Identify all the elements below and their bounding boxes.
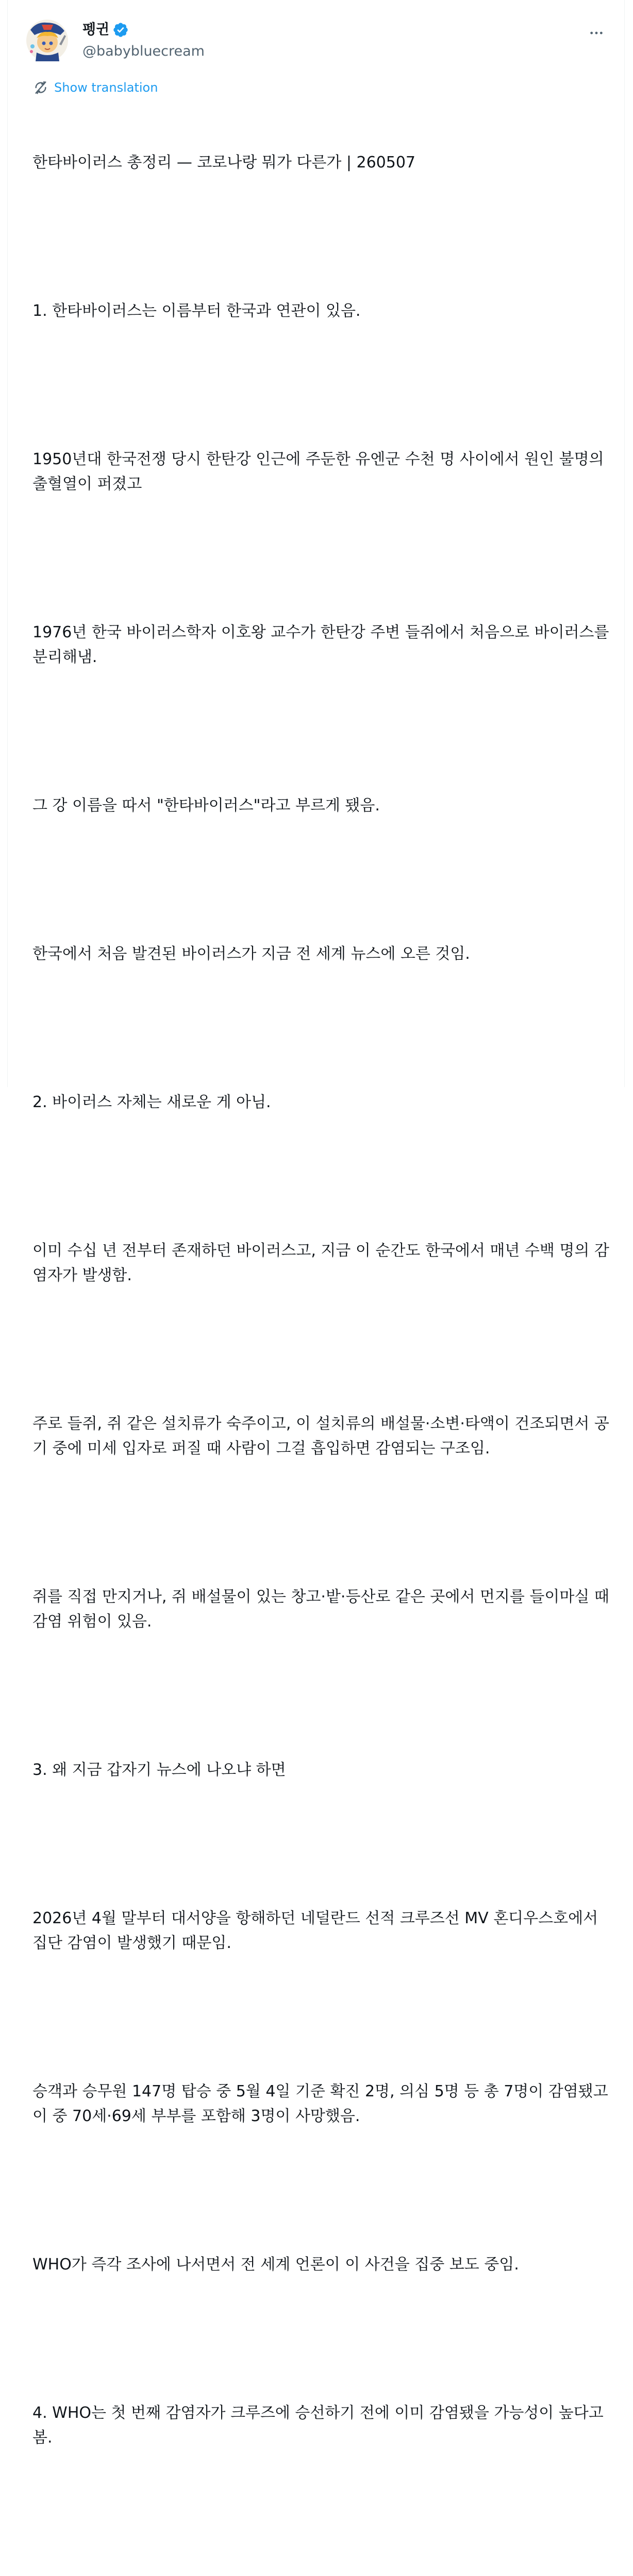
tweet-paragraph: 승객과 승무원 147명 탑승 중 5월 4일 기준 확진 2명, 의심 5명 등 총 7명이 감염됐고 이 중 70세·69세 부부를 포함해 3명이 사망했음. xyxy=(32,2082,608,2125)
avatar[interactable] xyxy=(26,20,68,61)
tweet-paragraph: 3. 왜 지금 갑자기 뉴스에 나오냐 하면 xyxy=(32,1761,286,1779)
show-translation-button[interactable] xyxy=(32,77,158,98)
tweet-paragraph: 주로 들쥐, 쥐 같은 설치류가 숙주이고, 이 설치류의 배설물·소변·타액이 건조되면서 공 기 중에 미세 입자로 퍼질 때 사람이 그걸 흡입하면 감염되는 구조임. xyxy=(32,1415,609,1458)
tweet-paragraph: 한타바이러스 총정리 — 코로나랑 뭐가 다른가 | 260507 xyxy=(32,154,416,172)
author-handle[interactable]: @babybluecream xyxy=(82,43,205,59)
tweet-paragraph: 4. WHO는 첫 번째 감염자가 크루즈에 승선하기 전에 이미 감염됐을 가능성이 높다고 봄. xyxy=(32,2404,604,2447)
verified-badge-icon xyxy=(112,22,129,38)
tweet-paragraph: 쥐를 직접 만지거나, 쥐 배설물이 있는 창고·밭·등산로 같은 곳에서 먼지를 들이마실 때 감염 위험이 있음. xyxy=(32,1588,609,1631)
tweet-paragraph: 1. 한타바이러스는 이름부터 한국과 연관이 있음. xyxy=(32,302,361,320)
tweet-paragraph: 2. 바이러스 자체는 새로운 게 아님. xyxy=(32,1093,271,1111)
show-translation-label: Show translation xyxy=(54,80,158,95)
tweet-text xyxy=(32,101,618,2576)
tweet-paragraph: 2026년 4월 말부터 대서양을 항해하던 네덜란드 선적 크루즈선 MV 혼디우스호에서 집단 감염이 발생했기 때문임. xyxy=(32,1909,598,1952)
tweet-paragraph: WHO가 즉각 조사에 나서면서 전 세계 언론이 이 사건을 집중 보도 중임. xyxy=(32,2256,519,2274)
tweet-paragraph xyxy=(32,2574,618,2576)
more-options-button[interactable] xyxy=(586,23,607,43)
tweet-paragraph: 이미 수십 년 전부터 존재하던 바이러스고, 지금 이 순간도 한국에서 매년 수백 명의 감 염자가 발생함. xyxy=(32,1242,609,1284)
tweet-paragraph: 1950년대 한국전쟁 당시 한탄강 인근에 주둔한 유엔군 수천 명 사이에서 원인 불명의 출혈열이 퍼졌고 xyxy=(32,450,604,493)
tweet-card xyxy=(7,0,625,2447)
tweet-paragraph: 그 강 이름을 따서 "한타바이러스"라고 부르게 됐음. xyxy=(32,796,380,815)
translate-icon xyxy=(32,79,49,96)
avatar-image xyxy=(26,20,68,61)
tweet-paragraph: 한국에서 처음 발견된 바이러스가 지금 전 세계 뉴스에 오른 것임. xyxy=(32,945,470,963)
more-horizontal-icon xyxy=(588,25,605,41)
tweet-paragraph: 1976년 한국 바이러스학자 이호왕 교수가 한탄강 주변 들쥐에서 처음으로 바이러스를 분리해냄. xyxy=(32,623,609,666)
author-name-row[interactable] xyxy=(82,20,129,40)
display-name[interactable]: 펭귄 xyxy=(82,22,110,38)
